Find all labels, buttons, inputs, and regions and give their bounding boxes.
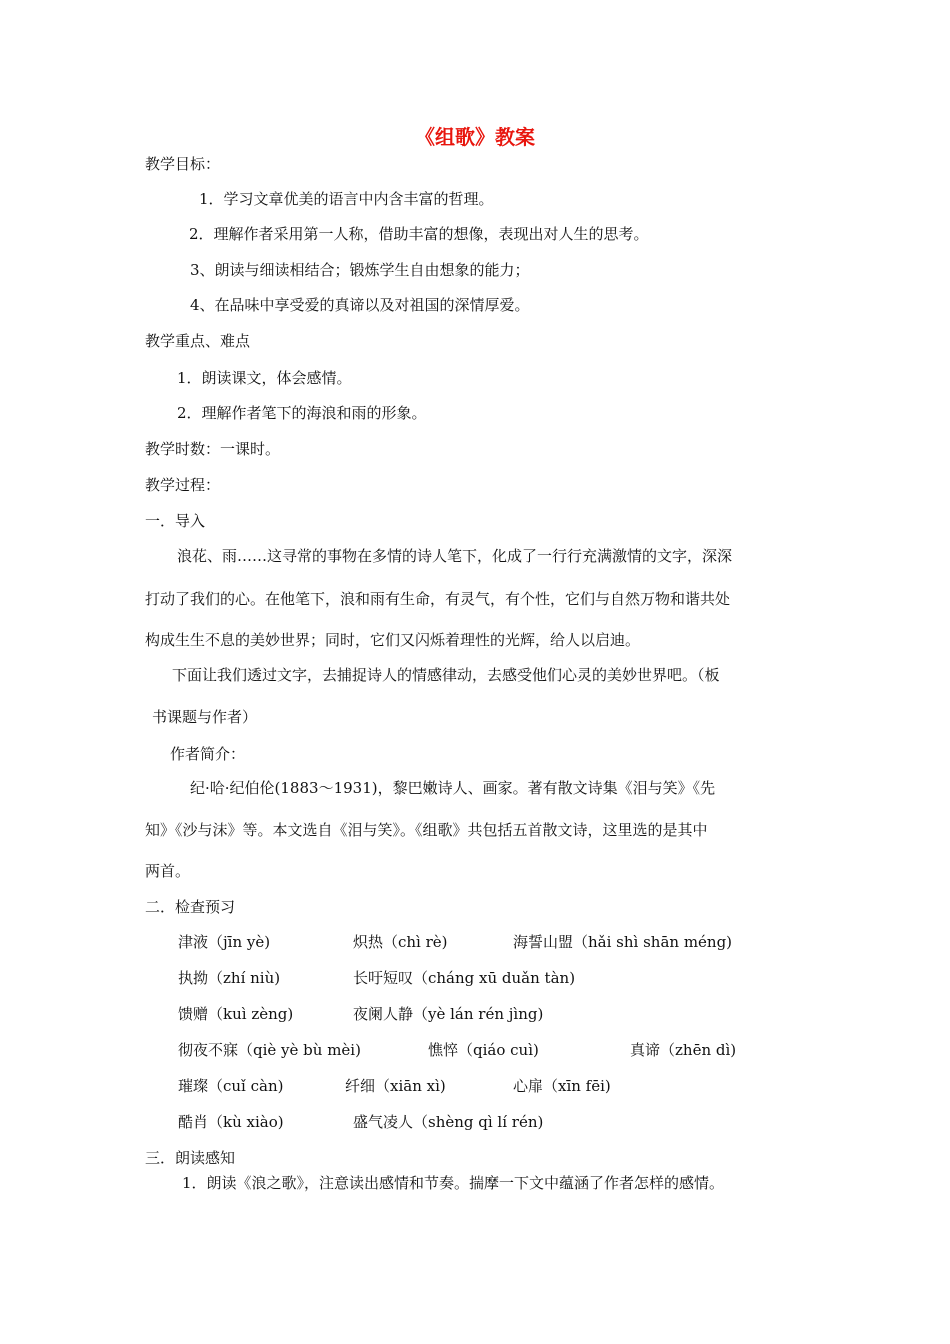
objectives-heading: 教学目标： <box>145 155 221 173</box>
objective-4: 4、在品味中享受爱的真谛以及对祖国的深情厚爱。 <box>190 296 530 314</box>
author-paragraph-line: 两首。 <box>145 862 191 880</box>
keypoints-heading: 教学重点、难点 <box>145 332 251 350</box>
vocab-item: 心扉（xīn fēi) <box>513 1077 611 1095</box>
vocab-item: 津液（jīn yè) <box>178 933 271 951</box>
vocab-item: 海誓山盟（hǎi shì shān méng) <box>513 933 733 951</box>
preview-heading: 二．检查预习 <box>145 898 236 916</box>
objective-1: 1．学习文章优美的语言中内含丰富的哲理。 <box>199 190 494 208</box>
vocab-item: 彻夜不寐（qiè yè bù mèi) <box>178 1041 361 1059</box>
author-paragraph-line: 知》《沙与沫》等。本文选自《泪与笑》。《组歌》共包括五首散文诗，这里选的是其中 <box>145 821 708 839</box>
vocab-item: 纤细（xiān xì) <box>345 1077 446 1095</box>
intro-heading: 一．导入 <box>145 512 206 530</box>
reading-heading: 三．朗读感知 <box>145 1149 236 1167</box>
vocab-item: 酷肖（kù xiào) <box>178 1113 284 1131</box>
vocab-item: 真谛（zhēn dì) <box>630 1041 737 1059</box>
vocab-item: 盛气凌人（shèng qì lí rén) <box>353 1113 544 1131</box>
vocab-item: 执拗（zhí niù) <box>178 969 281 987</box>
intro-paragraph-line: 构成生生不息的美妙世界；同时，它们又闪烁着理性的光辉，给人以启迪。 <box>145 631 641 649</box>
intro-paragraph2-line: 书课题与作者） <box>152 708 258 726</box>
author-heading: 作者简介： <box>170 745 246 763</box>
vocab-item: 长吁短叹（cháng xū duǎn tàn) <box>353 969 576 987</box>
document-title: 《组歌》教案 <box>415 125 535 149</box>
objective-2: 2．理解作者采用第一人称，借助丰富的想像，表现出对人生的思考。 <box>189 225 649 243</box>
vocab-item: 炽热（chì rè) <box>353 933 448 951</box>
intro-paragraph2-line: 下面让我们透过文字，去捕捉诗人的情感律动，去感受他们心灵的美妙世界吧。（板 <box>172 666 720 684</box>
intro-paragraph-line: 浪花、雨……这寻常的事物在多情的诗人笔下，化成了一行行充满激情的文字，深深 <box>177 547 733 565</box>
reading-item-1: 1．朗读《浪之歌》，注意读出感情和节奏。揣摩一下文中蕴涵了作者怎样的感情。 <box>182 1174 725 1192</box>
vocab-item: 夜阑人静（yè lán rén jìng) <box>353 1005 544 1023</box>
objective-3: 3、朗读与细读相结合；锻炼学生自由想象的能力； <box>190 261 530 279</box>
vocab-item: 馈赠（kuì zèng) <box>178 1005 294 1023</box>
intro-paragraph-line: 打动了我们的心。在他笔下，浪和雨有生命，有灵气，有个性，它们与自然万物和谐共处 <box>145 590 731 608</box>
vocab-item: 璀璨（cuǐ càn) <box>178 1077 284 1095</box>
vocab-item: 憔悴（qiáo cuì) <box>428 1041 539 1059</box>
keypoint-1: 1．朗读课文，体会感情。 <box>177 369 352 387</box>
process-heading: 教学过程： <box>145 476 221 494</box>
keypoint-2: 2．理解作者笔下的海浪和雨的形象。 <box>177 404 427 422</box>
author-paragraph-line: 纪·哈·纪伯伦(1883～1931)，黎巴嫩诗人、画家。著有散文诗集《泪与笑》《先 <box>190 779 716 797</box>
teaching-hours: 教学时数：一课时。 <box>145 440 281 458</box>
